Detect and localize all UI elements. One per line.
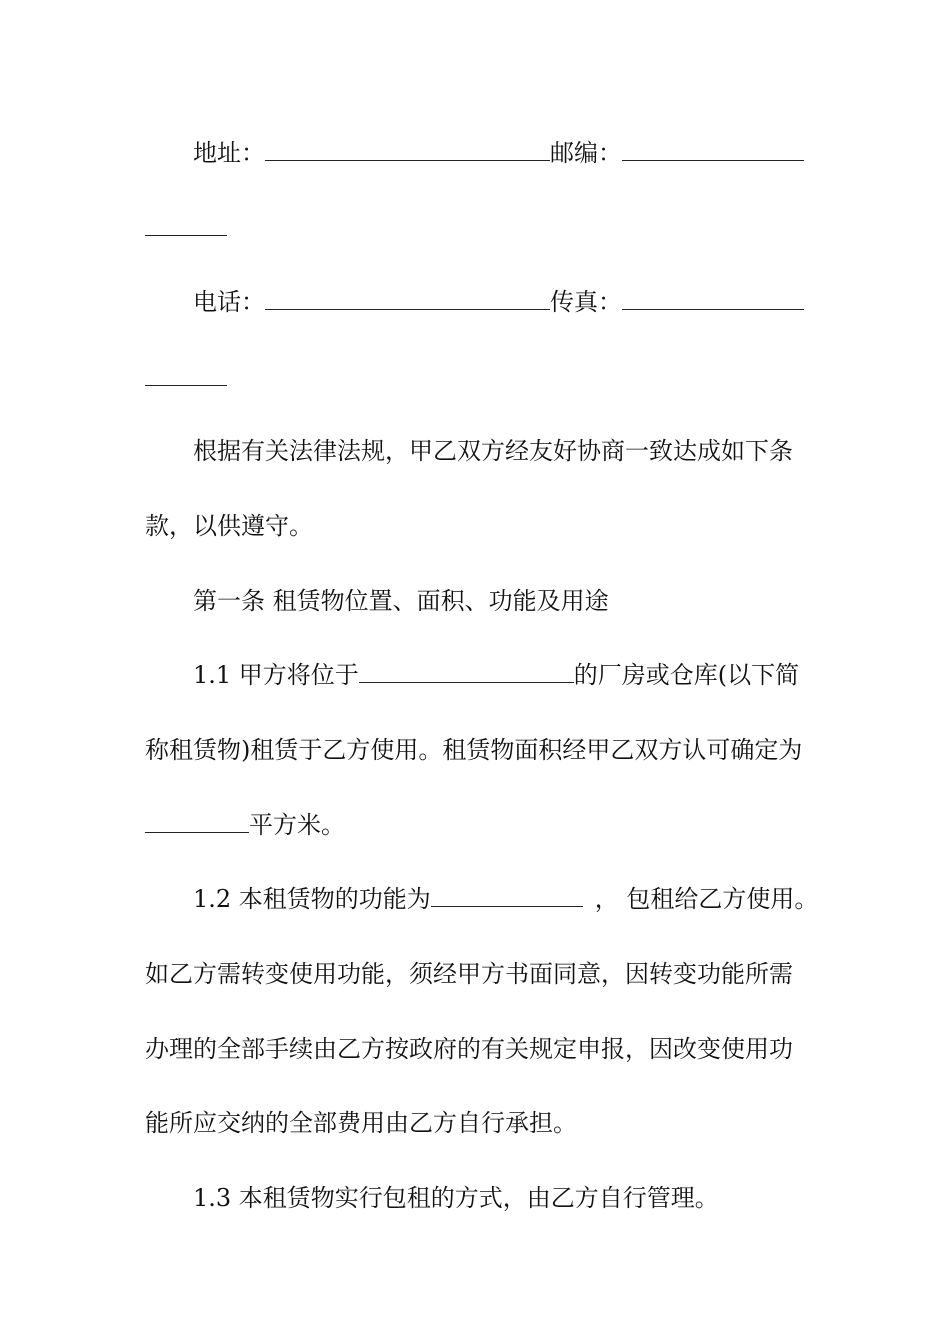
intro-paragraph-line-1: 根据有关法律法规，甲乙双方经友好协商一致达成如下条: [193, 437, 793, 465]
clause-1-1-suffix: 的厂房或仓库(以下简: [573, 661, 800, 689]
phone-blank: [265, 287, 550, 310]
intro-paragraph-line-2: 款，以供遵守。: [145, 512, 313, 540]
clause-1-2-line-1: [193, 883, 873, 915]
fax-label: 传真：: [550, 288, 622, 316]
area-unit-text: 平方米。: [249, 811, 345, 839]
function-blank: [431, 884, 583, 907]
clause-1-2-line-2: 如乙方需转变使用功能，须经甲方书面同意，因转变功能所需: [145, 960, 793, 988]
postcode-label: 邮编：: [550, 139, 622, 167]
clause-1-3: 1.3 本租赁物实行包租的方式，由乙方自行管理。: [193, 1184, 719, 1212]
clause-1-2-prefix: 1.2 本租赁物的功能为: [193, 885, 431, 913]
clause-1-2-line-4: 能所应交纳的全部费用由乙方自行承担。: [145, 1109, 577, 1137]
clause-1-1-prefix: 1.1 甲方将位于: [193, 661, 359, 689]
clause-1-1-line-1: [193, 659, 873, 691]
fax-blank-continuation: [145, 362, 825, 394]
clause-1-2-suffix: ， 包租给乙方使用。: [594, 885, 819, 913]
clause-1-1-line-2: 称租赁物)租赁于乙方使用。租赁物面积经甲乙双方认可确定为: [145, 736, 803, 764]
postcode-blank-continuation: [145, 212, 825, 244]
fax-blank: [622, 287, 804, 310]
address-blank: [265, 138, 550, 161]
address-label: 地址：: [193, 139, 265, 167]
address-postcode-line: [193, 137, 873, 169]
phone-fax-line: [193, 286, 873, 318]
phone-label: 电话：: [193, 288, 265, 316]
fax-blank-tail: [145, 363, 227, 386]
clause-1-2-line-3: 办理的全部手续由乙方按政府的有关规定申报，因改变使用功: [145, 1035, 793, 1063]
article-1-title: 第一条 租赁物位置、面积、功能及用途: [193, 587, 609, 615]
location-blank: [359, 660, 574, 683]
postcode-blank-tail: [145, 213, 227, 236]
postcode-blank: [622, 138, 804, 161]
clause-1-1-line-3: [145, 809, 825, 841]
area-blank: [145, 810, 249, 833]
